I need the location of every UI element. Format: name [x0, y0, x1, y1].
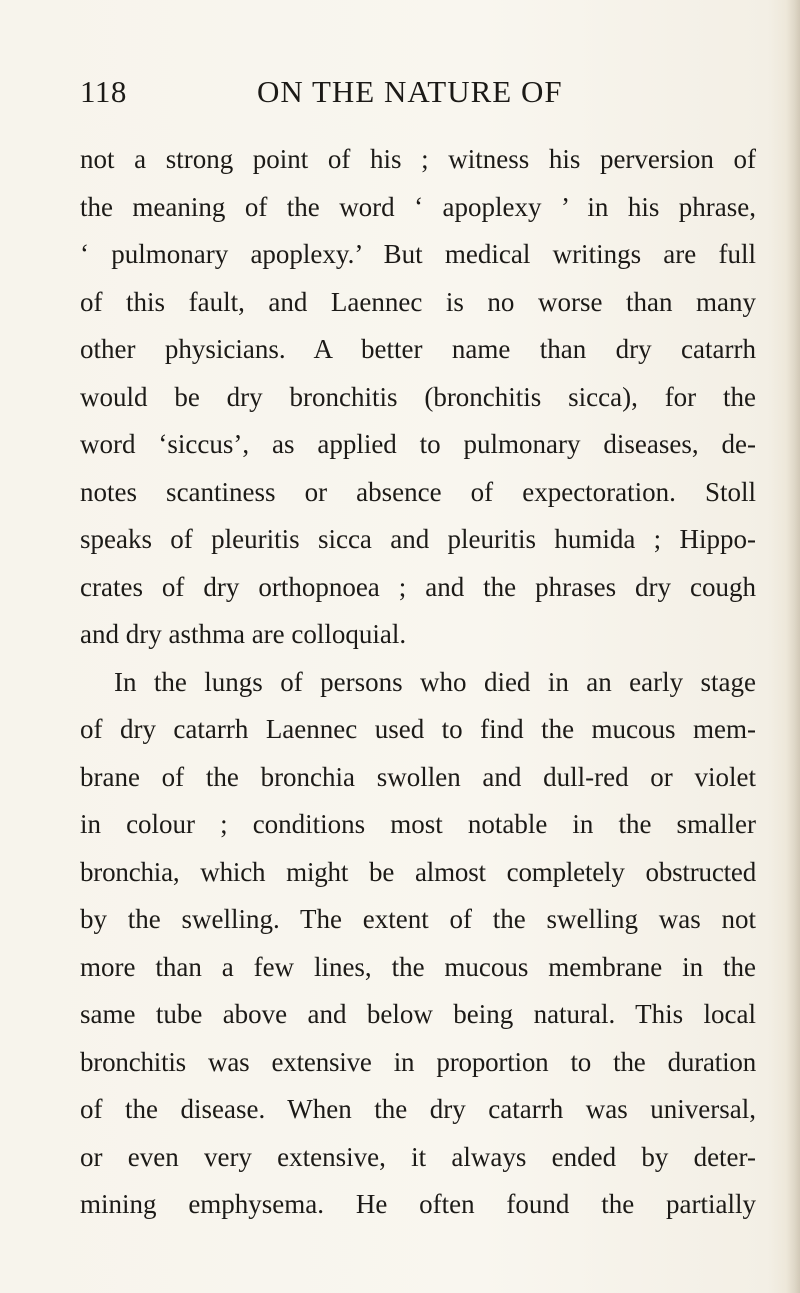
text-line: by the swelling. The extent of the swelling was not — [80, 904, 756, 934]
text-line: brane of the bronchia swollen and dull-red or violet — [80, 761, 756, 792]
text-line: In the lungs of persons who died in an early stage — [114, 666, 756, 697]
text-line: and dry asthma are colloquial. — [80, 619, 407, 649]
text-line: speaks of pleuritis sicca and pleuritis humida ; Hippo- — [80, 524, 756, 554]
text-line: other physicians. A better name than dry catarrh — [80, 334, 756, 364]
body-text — [80, 136, 756, 1229]
text-line: crates of dry orthopnoea ; and the phrases dry cough — [80, 571, 756, 602]
text-line: in colour ; conditions most notable in the smaller — [80, 809, 756, 839]
text-line: word ‘siccus’, as applied to pulmonary diseases, de- — [80, 429, 756, 459]
text-line: bronchia, which might be almost completely obstructed — [80, 856, 756, 887]
text-line: ‘ pulmonary apoplexy.’ But medical writings are full — [80, 239, 756, 269]
page-edge-shadow — [786, 0, 800, 1293]
text-line: or even very extensive, it always ended by deter- — [80, 1141, 756, 1172]
text-line: bronchitis was extensive in proportion to the duration — [80, 1046, 756, 1077]
running-title: ON THE NATURE OF — [257, 74, 563, 109]
page-number: 118 — [80, 74, 127, 109]
text-line: notes scantiness or absence of expectoration. Stoll — [80, 476, 756, 507]
text-line: not a strong point of his ; witness his perversion of — [80, 144, 756, 174]
text-line: of dry catarrh Laennec used to find the mucous mem- — [80, 714, 756, 744]
text-line: of this fault, and Laennec is no worse than many — [80, 286, 756, 317]
running-head — [80, 72, 720, 112]
text-line: same tube above and below being natural. This local — [80, 999, 756, 1029]
text-line: the meaning of the word ‘ apoplexy ’ in his phrase, — [80, 191, 756, 222]
text-line: would be dry bronchitis (bronchitis sicca), for the — [80, 381, 756, 412]
text-line: of the disease. When the dry catarrh was universal, — [80, 1094, 756, 1124]
text-line: more than a few lines, the mucous membrane in the — [80, 951, 756, 982]
text-line: mining emphysema. He often found the partially — [80, 1189, 756, 1219]
